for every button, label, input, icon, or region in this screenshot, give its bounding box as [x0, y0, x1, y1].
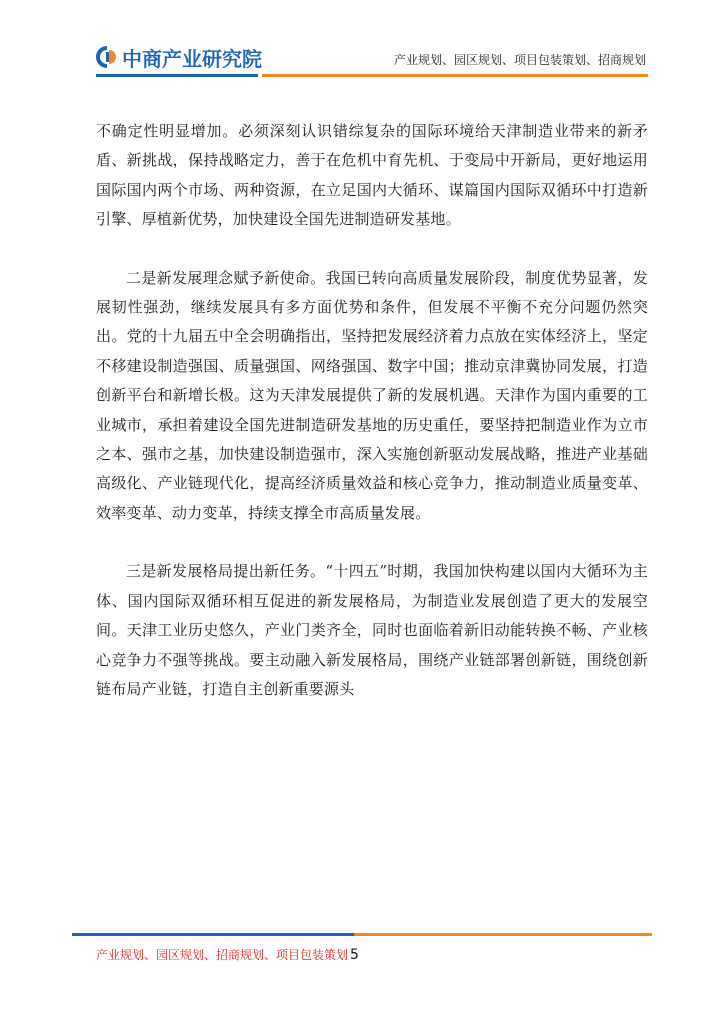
header-rule-blue [96, 74, 258, 77]
page-header [0, 0, 724, 80]
paragraph-new-pattern: 三是新发展格局提出新任务。“十四五”时期，我国加快构建以国内大循环为主体、国内国际双循环相互促进的新发展格局，为制造业发展创造了更大的发展空间。天津工业历史悠久，产业门类齐全，同时也面临着新旧动能转换不畅、产业核心竞争力不强等挑战。要主动融入新发展格局，围绕产业链部署创新链，围绕创新链布局产业链，打造自主创新重要源头 [96, 562, 648, 698]
paragraph-gap [96, 528, 648, 557]
paragraph-continued: 不确定性明显增加。必须深刻认识错综复杂的国际环境给天津制造业带来的新矛盾、新挑战，保持战略定力，善于在危机中育先机、于变局中开新局，更好地运用国际国内两个市场、两种资源，在立足国内大循环、谋篇国内国际双循环中打造新引擎、厚植新优势，加快建设全国先进制造研发基地。 [96, 122, 648, 229]
page-footer [96, 946, 359, 963]
header-rule-orange [262, 74, 648, 77]
footer-rule-blue [72, 933, 354, 936]
company-logo [96, 44, 262, 70]
logo-mark-icon [96, 46, 118, 68]
document-body [96, 117, 648, 704]
header-tagline: 产业规划、园区规划、项目包装策划、招商规划 [393, 53, 646, 67]
footer-rule-orange [354, 933, 652, 936]
paragraph-gap [96, 235, 648, 264]
footer-tagline: 产业规划、园区规划、招商规划、项目包装策划 [96, 948, 349, 962]
logo-text: 中商产业研究院 [122, 46, 262, 71]
paragraph-new-mission: 二是新发展理念赋予新使命。我国已转向高质量发展阶段，制度优势显著，发展韧性强劲，继续发展具有多方面优势和条件，但发展不平衡不充分问题仍然突出。党的十九届五中全会明确指出，坚持把发展经济着力点放在实体经济上，坚定不移建设制造强国、质量强国、网络强国、数字中国；推动京津冀协同发展，打造创新平台和新增长极。这为天津发展提供了新的发展机遇。天津作为国内重要的工业城市，承担着建设全国先进制造研发基地的历史重任，要坚持把制造业作为立市之本、强市之基，加快建设制造强市，深入实施创新驱动发展战略，推进产业基础高级化、产业链现代化，提高经济质量效益和核心竞争力，推动制造业质量变革、效率变革、动力变革，持续支撑全市高质量发展。 [96, 268, 648, 522]
page-number: 5 [350, 947, 359, 963]
